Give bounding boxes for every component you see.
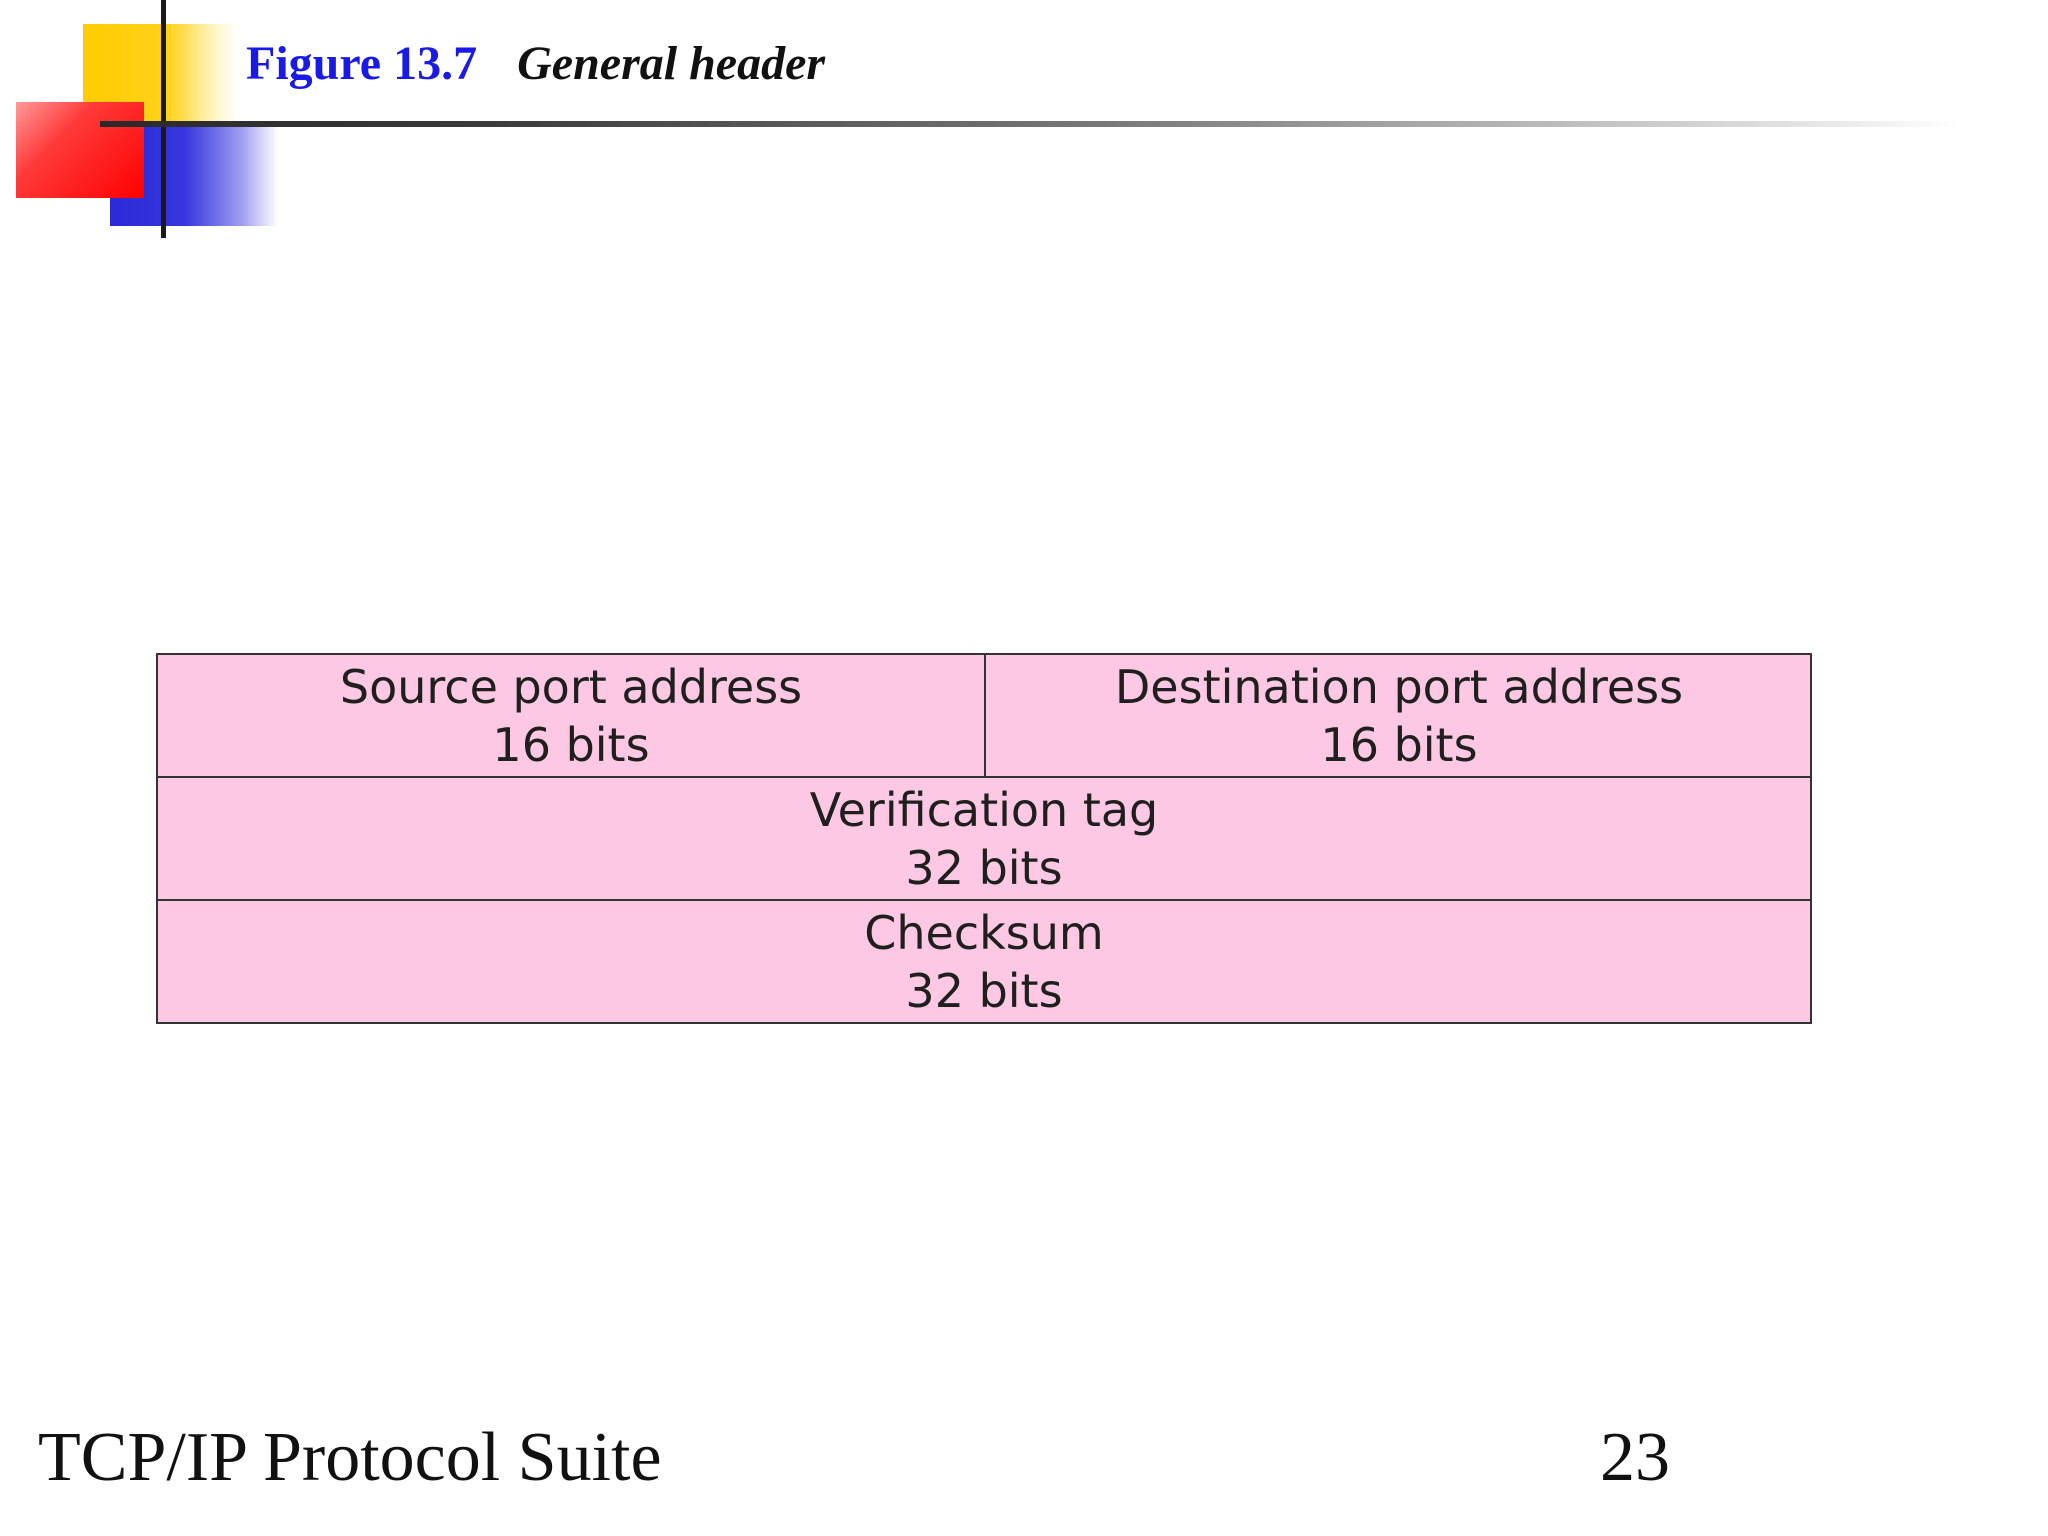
- field-size: 16 bits: [492, 717, 650, 772]
- page-number: 23: [1600, 1419, 1670, 1496]
- field-size: 32 bits: [905, 963, 1063, 1018]
- header-row-checksum: [158, 901, 1810, 1022]
- field-name: Destination port address: [1114, 659, 1684, 714]
- logo-red-block: [16, 102, 144, 198]
- general-header-diagram: [156, 653, 1812, 1024]
- field-name: Checksum: [864, 905, 1104, 960]
- field-size: 32 bits: [905, 840, 1063, 895]
- verification-tag-field: [158, 778, 1810, 899]
- figure-number: Figure 13.7: [246, 37, 478, 90]
- header-row-verification: [158, 778, 1810, 901]
- title-underline: [100, 121, 1960, 127]
- field-name: Verification tag: [809, 782, 1159, 837]
- field-size: 16 bits: [1320, 717, 1478, 772]
- field-name: Source port address: [339, 659, 803, 714]
- destination-port-field: [984, 655, 1812, 776]
- checksum-field: [158, 901, 1810, 1022]
- header-row-ports: [158, 655, 1810, 778]
- footer-title: TCP/IP Protocol Suite: [38, 1419, 662, 1496]
- figure-caption: General header: [517, 37, 826, 90]
- slide-title: [246, 36, 825, 91]
- logo-vertical-line: [161, 0, 166, 238]
- source-port-field: [158, 655, 984, 776]
